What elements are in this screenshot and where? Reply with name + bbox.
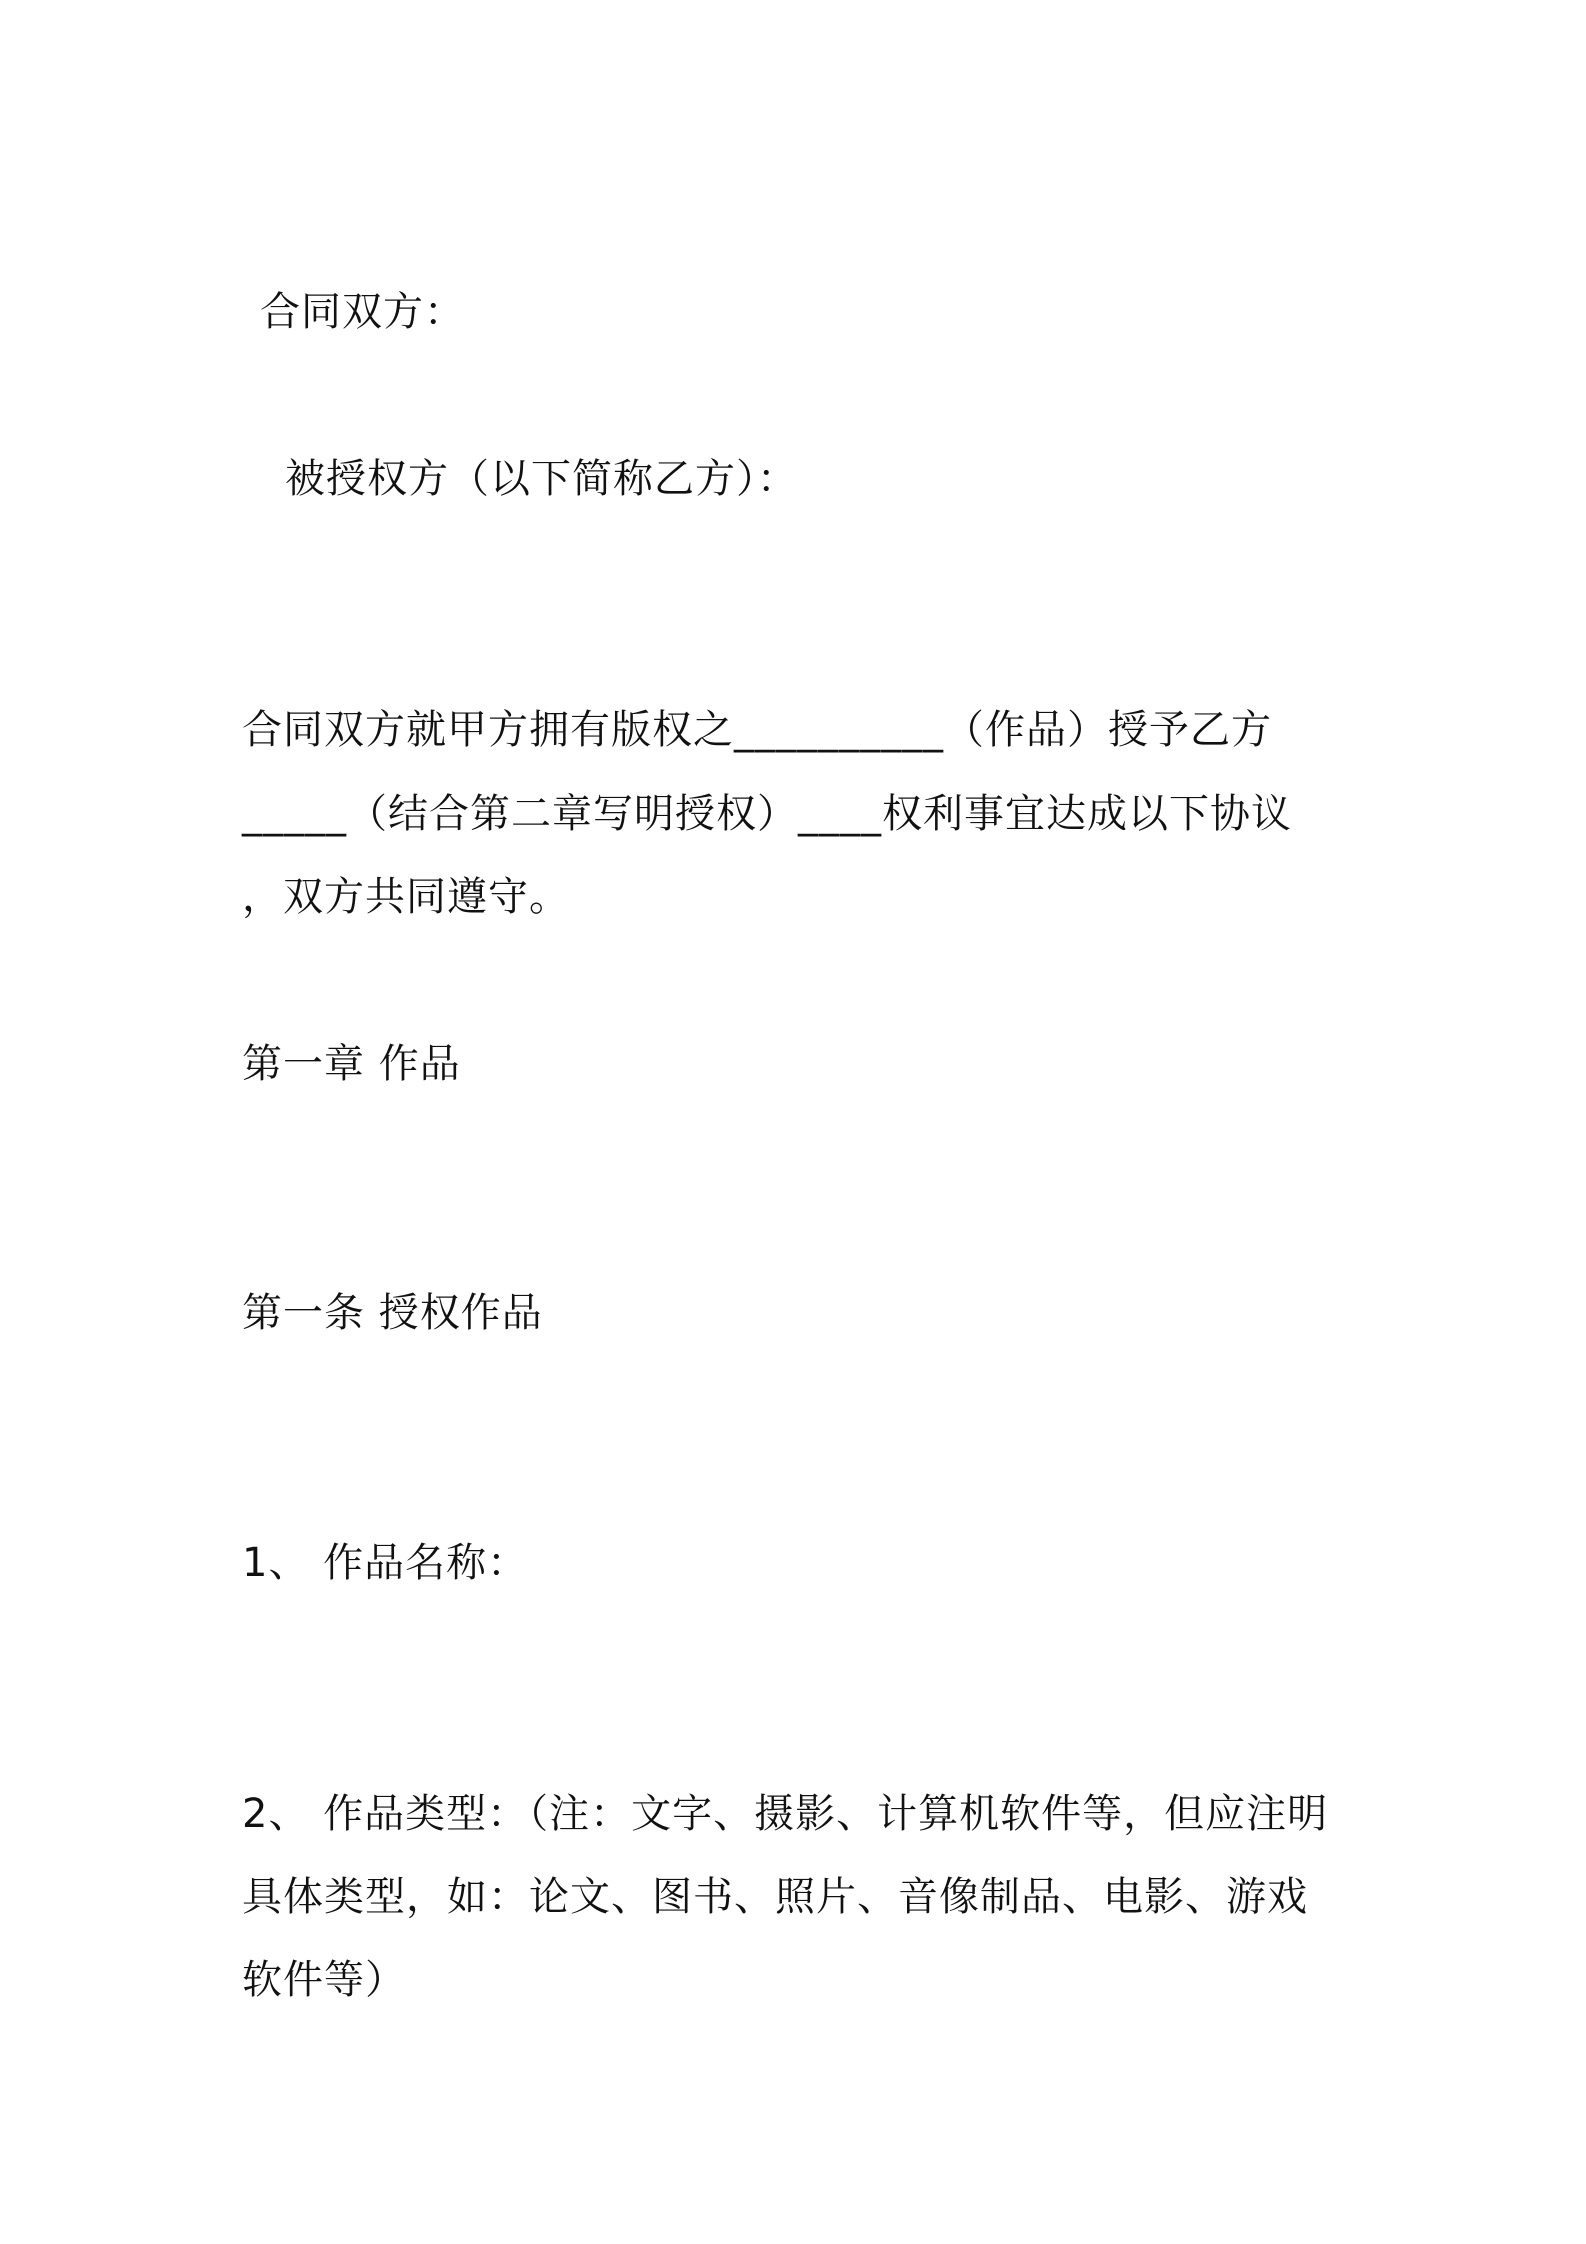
item-two-line-2: 具体类型，如：论文、图书、照片、音像制品、电影、游戏 [242, 1874, 1308, 1920]
preamble-line-2: _____（结合第二章写明授权）____权利事宜达成以下协议 [242, 791, 1292, 837]
article-one-title: 第一条 授权作品 [242, 1290, 543, 1336]
licensee-line: 被授权方（以下简称乙方）： [285, 456, 798, 502]
item-two-line-3: 软件等） [242, 1957, 406, 2003]
preamble-line-3: ，双方共同遵守。 [242, 874, 570, 920]
item-one: 1、 作品名称： [242, 1540, 529, 1586]
chapter-one-title: 第一章 作品 [242, 1041, 461, 1087]
preamble-line-1: 合同双方就甲方拥有版权之__________（作品）授予乙方 [242, 707, 1272, 753]
item-two-line-1: 2、 作品类型：（注：文字、摄影、计算机软件等，但应注明 [242, 1791, 1329, 1837]
parties-heading: 合同双方： [260, 289, 465, 335]
